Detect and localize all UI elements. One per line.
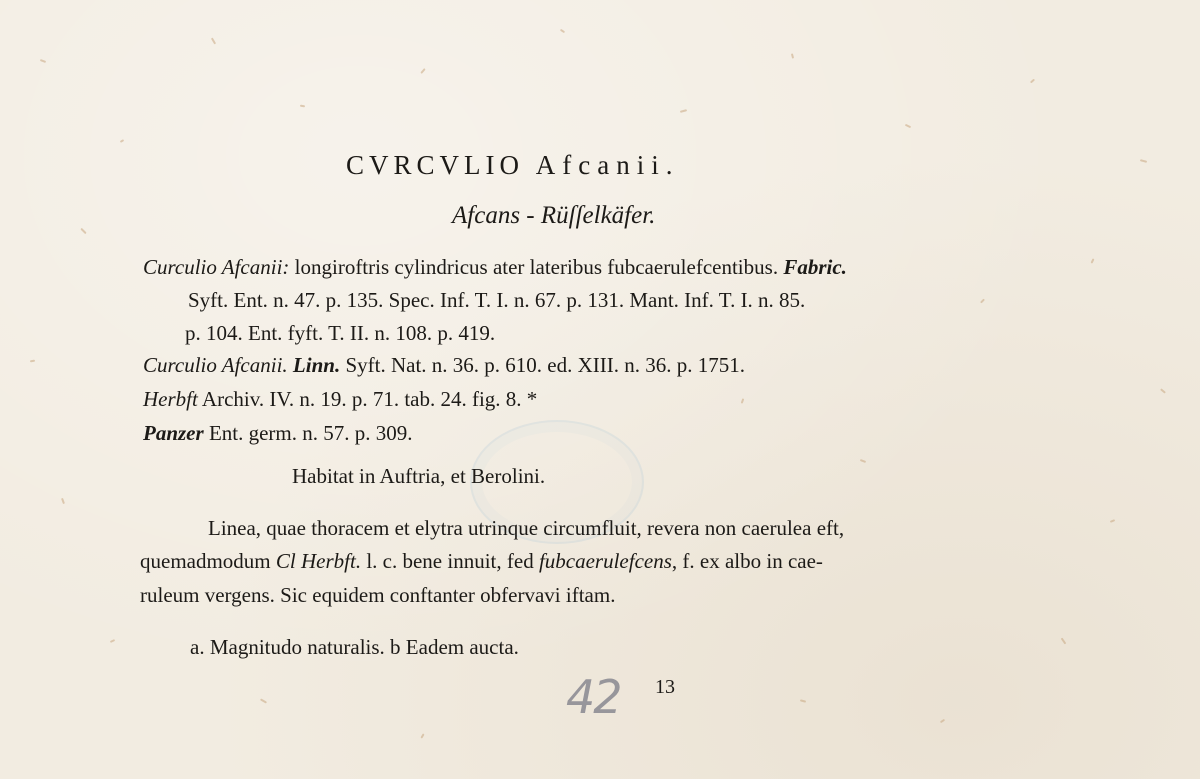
description-line-2 [140, 551, 823, 572]
paper-fleck [420, 68, 425, 74]
synonymy-line-5 [143, 389, 537, 410]
paper-fleck [120, 139, 124, 143]
paper-fleck [1030, 79, 1035, 84]
paper-fleck [741, 398, 745, 403]
synonym-author: Panzer [143, 421, 204, 445]
paper-fleck [211, 37, 216, 44]
description-text: quemadmodum [140, 549, 271, 573]
paper-fleck [791, 53, 794, 58]
paper-fleck [905, 124, 911, 128]
synonym-diagnosis: longiroftris cylindricus ater lateribus fubcaerulefcentibus. [294, 255, 779, 279]
synonym-author: Herbft [143, 387, 198, 411]
synonymy-line-4 [143, 355, 745, 376]
description-line-1: Linea, quae thoracem et elytra utrinque circumfluit, revera non caerulea eft, [208, 516, 845, 540]
description-line-3: ruleum vergens. Sic equidem conftanter obfervavi iftam. [140, 583, 616, 607]
paper-fleck [110, 639, 115, 643]
habitat-line: Habitat in Auftria, et Berolini. [292, 464, 546, 488]
paper-fleck [30, 360, 35, 363]
synonymy-line-1 [143, 257, 847, 278]
paper-fleck [1091, 258, 1095, 263]
figure-caption: a. Magnitudo naturalis. b Eadem aucta. [190, 635, 519, 659]
paper-fleck [800, 699, 806, 702]
synonym-name: Curculio Afcanii: [143, 255, 290, 279]
paper-fleck [80, 228, 86, 234]
species-title [346, 150, 679, 181]
paper-fleck [40, 59, 46, 63]
description-author: Cl Herbft. [275, 549, 362, 573]
synonymy-line-2: Syft. Ent. n. 47. p. 135. Spec. Inf. T. I. n. 67. p. 131. Mant. Inf. T. I. n. 85. [188, 288, 806, 312]
paper-fleck [1160, 388, 1166, 393]
title-genus: CVRCVLIO [346, 150, 525, 180]
german-common-name: Afcans - Rüſſelkäfer. [452, 202, 656, 229]
paper-fleck [1140, 159, 1147, 163]
paper-fleck [61, 498, 65, 504]
paper-fleck [680, 109, 687, 113]
paper-fleck [1061, 638, 1067, 645]
synonym-name: Curculio Afcanii. [143, 353, 288, 377]
synonymy-line-6 [143, 423, 413, 444]
synonym-reference: Ent. germ. n. 57. p. 309. [208, 421, 413, 445]
description-text: , f. ex albo in cae- [671, 549, 823, 573]
handwritten-note: 42 [566, 670, 621, 724]
paper-fleck [560, 29, 565, 34]
paper-fleck [940, 719, 945, 724]
synonym-author: Linn. [292, 353, 341, 377]
paper-fleck [1110, 519, 1115, 523]
paper-fleck [260, 698, 267, 703]
synonym-reference: Syft. Nat. n. 36. p. 610. ed. XIII. n. 36. p. 1751. [345, 353, 745, 377]
title-species: Afcanii. [535, 150, 680, 180]
paper-fleck [300, 105, 305, 108]
paper-fleck [420, 733, 424, 738]
synonym-author: Fabric. [783, 255, 847, 279]
page-number: 13 [655, 676, 675, 698]
synonymy-line-3: p. 104. Ent. fyft. T. II. n. 108. p. 419. [185, 321, 496, 345]
description-term: fubcaerulefcens [538, 549, 672, 573]
paper-fleck [860, 459, 866, 463]
synonym-reference: Archiv. IV. n. 19. p. 71. tab. 24. fig. 8. * [201, 387, 538, 411]
paper-fleck [980, 299, 985, 304]
description-text: l. c. bene innuit, fed [366, 549, 534, 573]
